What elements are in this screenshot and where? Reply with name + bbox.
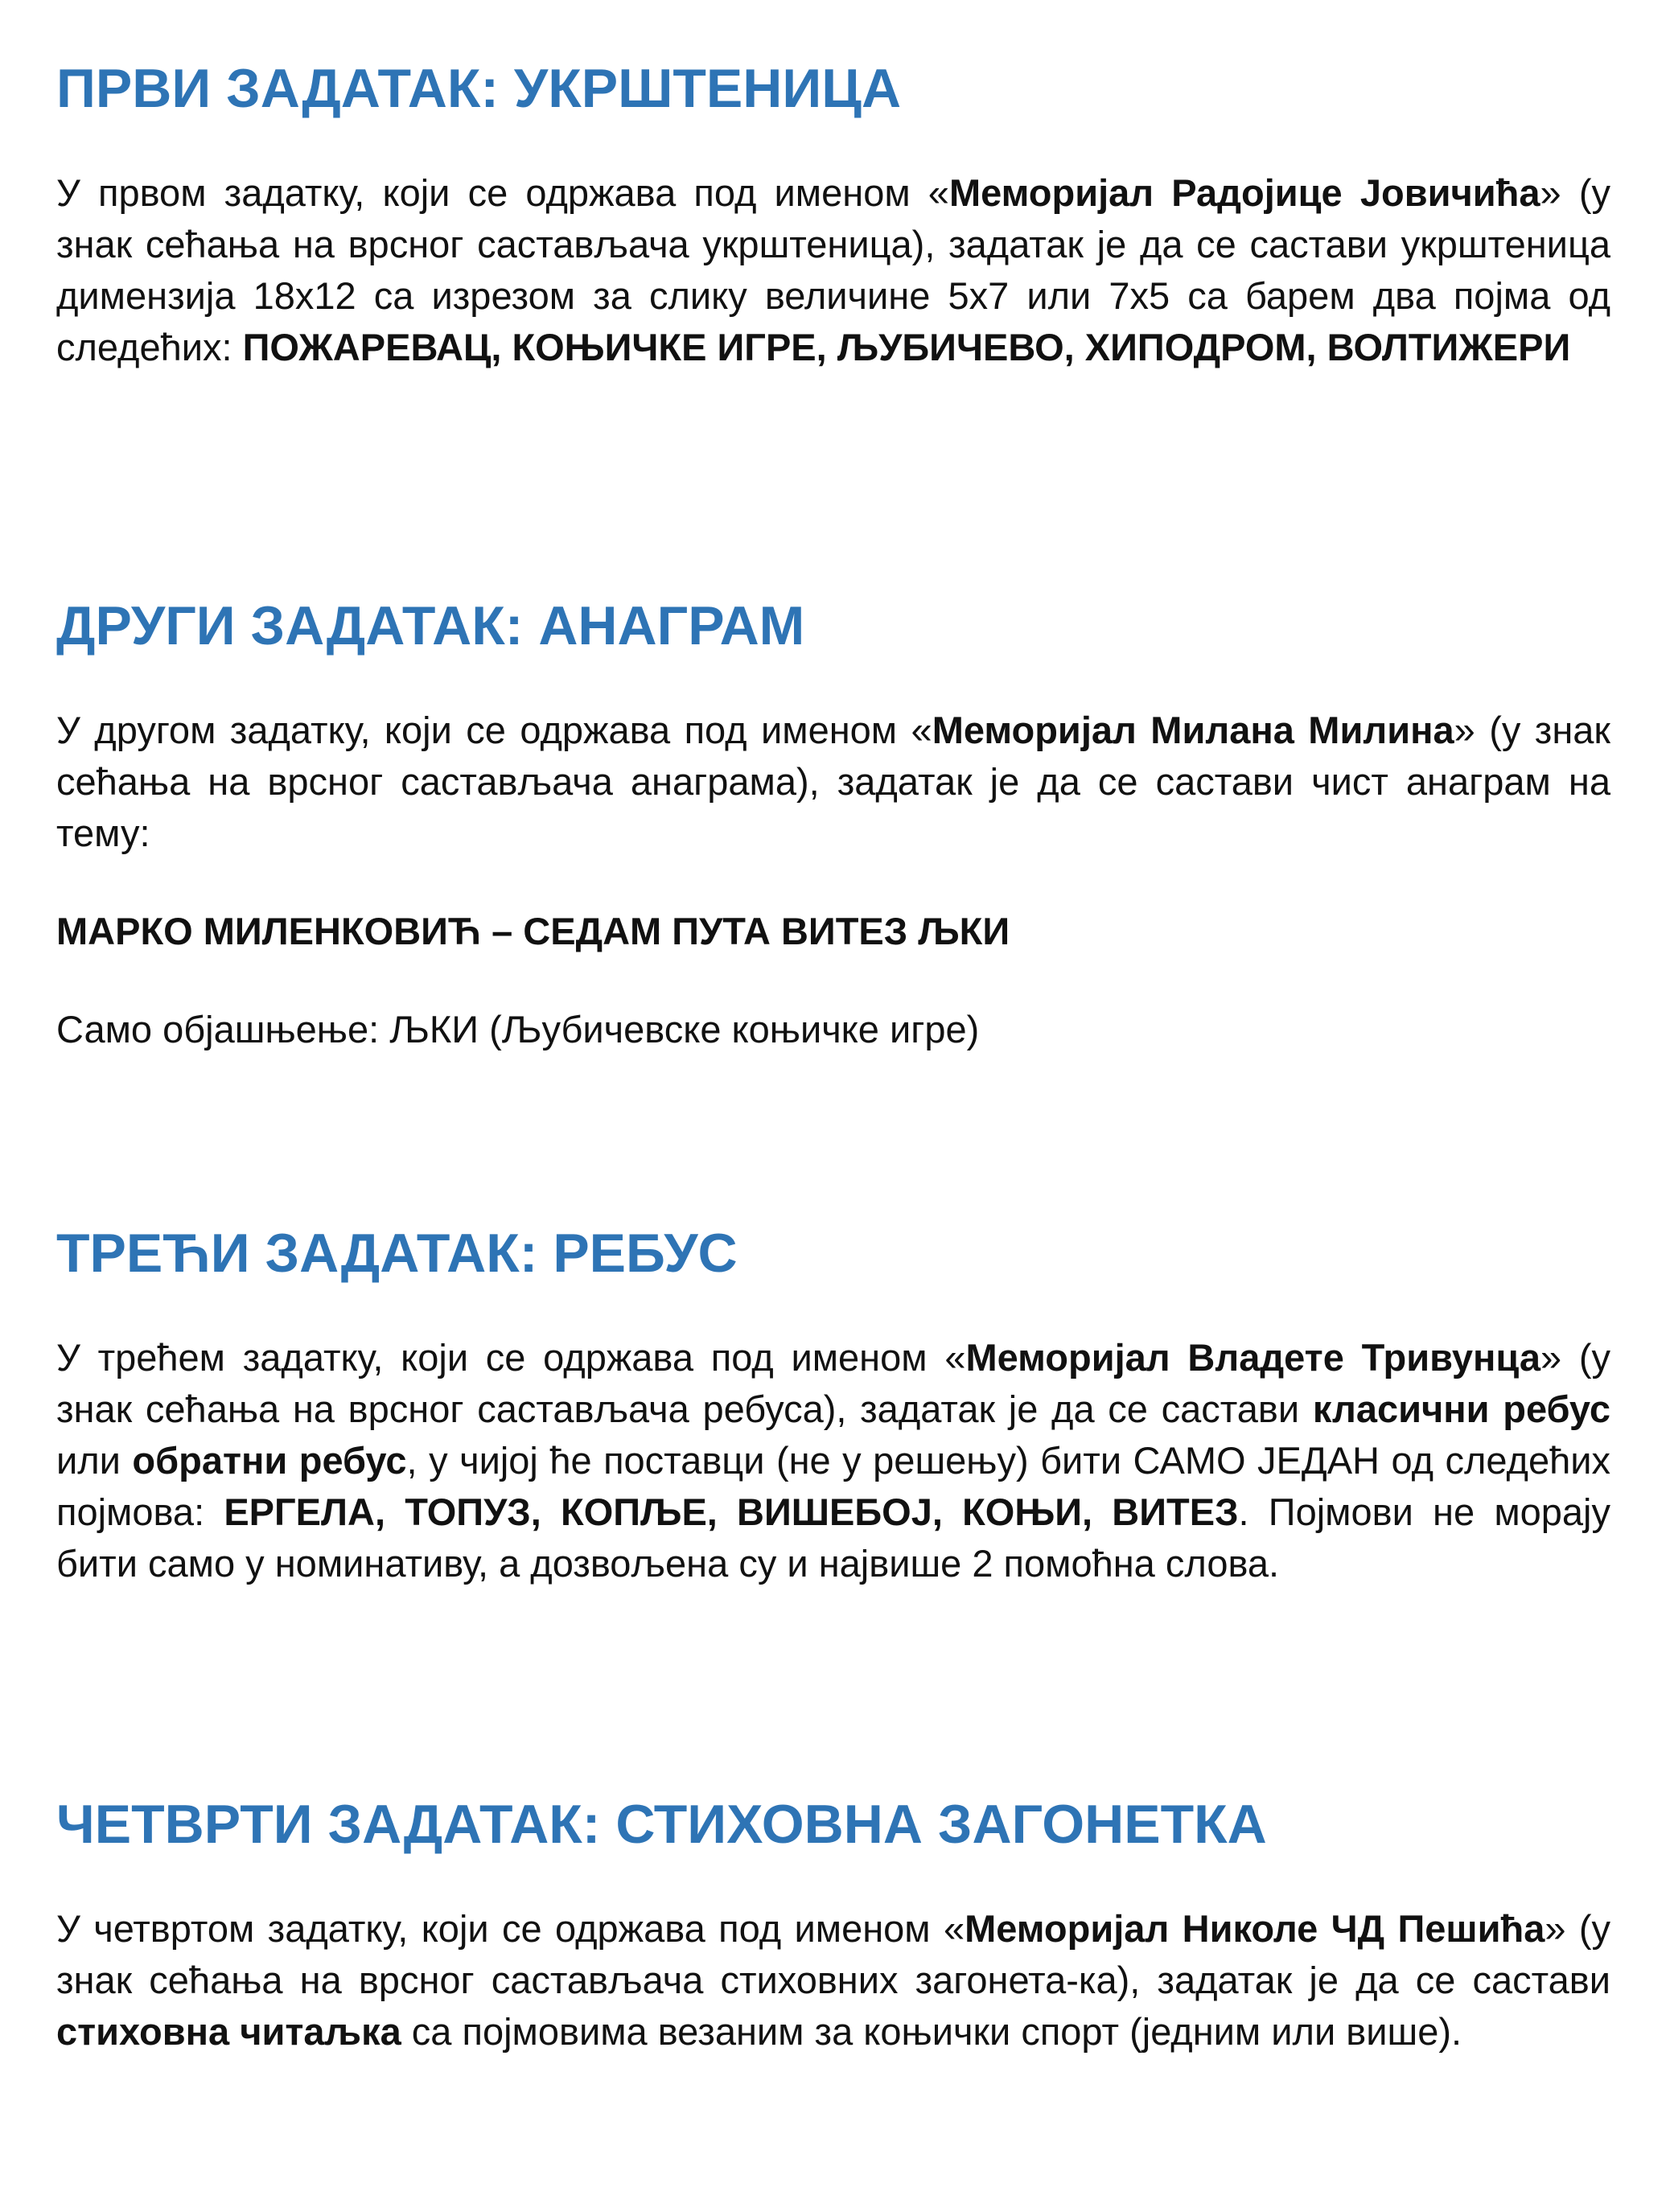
text-run: У трећем задатку, који се одржава под именом « xyxy=(56,1336,966,1379)
anagram-theme xyxy=(56,906,1610,957)
section-rebus xyxy=(56,1221,1610,1589)
section-crossword xyxy=(56,56,1610,373)
term-list: ПОЖАРЕВАЦ, КОЊИЧКЕ ИГРЕ, ЉУБИЧЕВО, ХИПОДРОМ, ВОЛТИЖЕРИ xyxy=(242,326,1571,368)
riddle-type: стиховна читаљка xyxy=(56,2010,401,2053)
term-list: ЕРГЕЛА, ТОПУЗ, КОПЉЕ, ВИШЕБОЈ, КОЊИ, ВИТЕЗ xyxy=(224,1490,1239,1533)
text-run: » (у знак сећања на врсног састављача укрштеница), задатак је да се састави укрштеница димензија 18x12 са изрезом за слику величине 5x7 или 7x5 са барем два појма од следећих: xyxy=(56,171,1610,368)
section-heading-crossword: ПРВИ ЗАДАТАК: УКРШТЕНИЦА xyxy=(56,58,902,119)
text-run: У четвртом задатку, који се одржава под именом « xyxy=(56,1907,965,1950)
rebus-type-reverse: обратни ребус xyxy=(132,1439,407,1482)
memorial-name: Меморијал Милана Милина xyxy=(932,709,1454,751)
text-run: или xyxy=(56,1439,133,1482)
rebus-type-classic: класични ребус xyxy=(1312,1388,1611,1430)
section-heading-anagram: ДРУГИ ЗАДАТАК: АНАГРАМ xyxy=(56,595,805,656)
anagram-theme-text: МАРКО МИЛЕНКОВИЋ – СЕДАМ ПУТА ВИТЕЗ ЉКИ xyxy=(56,910,1010,952)
text-run: . Појмови не морају бити само у номинативу, а дозвољена су и највише 2 помоћна слова. xyxy=(56,1490,1610,1585)
section-verse-riddle xyxy=(56,1792,1610,2058)
text-run: » (у знак сећања на врсног састављача стиховних загонета-ка), задатак је да се састави xyxy=(56,1907,1611,2001)
memorial-name: Меморијал Радојице Јовичића xyxy=(948,171,1540,214)
paragraph-verse-riddle xyxy=(56,1903,1610,2058)
text-run: , у чијој ће поставци (не у решењу) бити САМО ЈЕДАН од следећих појмова: xyxy=(56,1439,1610,1533)
section-heading-verse-riddle: ЧЕТВРТИ ЗАДАТАК: СТИХОВНА ЗАГОНЕТКА xyxy=(56,1794,1267,1855)
text-run: » (у знак сећања на врсног састављача ребуса), задатак је да се састави xyxy=(56,1336,1610,1430)
paragraph-crossword xyxy=(56,167,1610,373)
anagram-explanation: Само објашњење: ЉКИ (Љубичевске коњичке игре) xyxy=(56,1008,980,1050)
text-run: » (у знак сећања на врсног састављача анаграма), задатак је да се састави чист анаграм на тему: xyxy=(56,709,1610,854)
paragraph-anagram xyxy=(56,705,1610,859)
memorial-name: Меморијал Николе ЧД Пешића xyxy=(965,1907,1545,1950)
text-run: У другом задатку, који се одржава под именом « xyxy=(56,709,932,751)
text-run: У првом задатку, који се одржава под именом « xyxy=(56,171,949,214)
memorial-name: Меморијал Владете Тривунца xyxy=(965,1336,1540,1379)
section-heading-rebus: ТРЕЋИ ЗАДАТАК: РЕБУС xyxy=(56,1223,738,1284)
paragraph-rebus xyxy=(56,1332,1610,1589)
section-anagram xyxy=(56,594,1610,1055)
text-run: са појмовима везаним за коњички спорт (једним или више). xyxy=(401,2010,1462,2053)
